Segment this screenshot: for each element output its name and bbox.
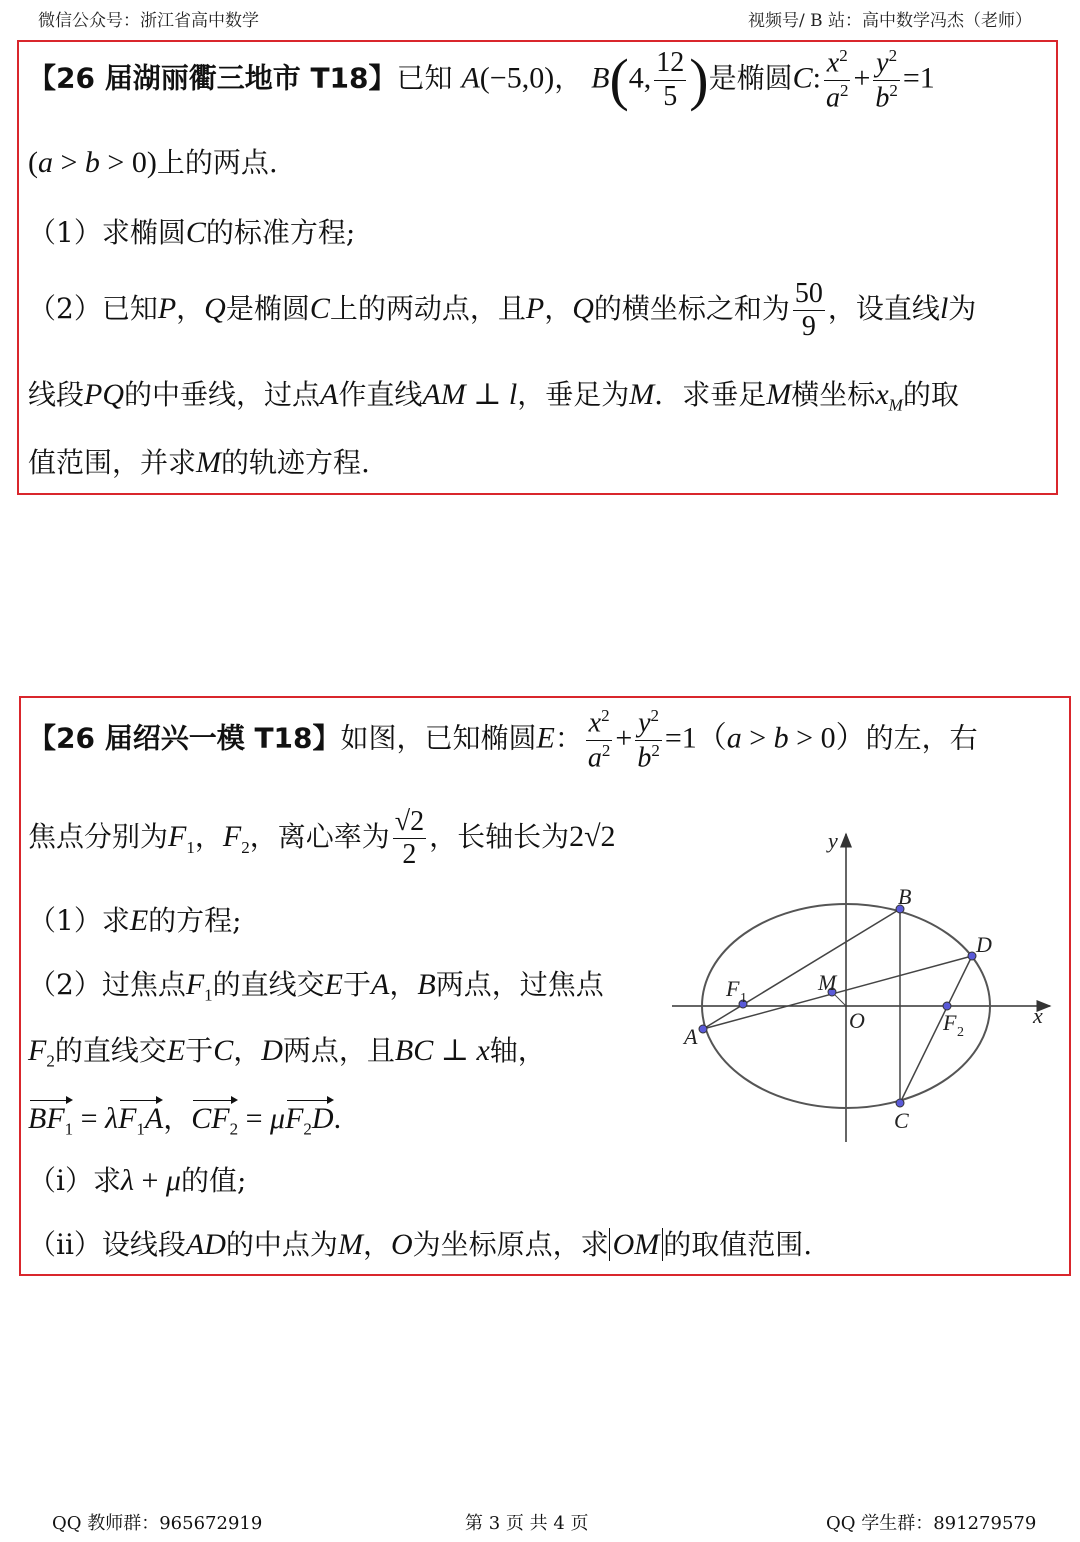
problem-2-sub-i: （i）求λ + μ的值; <box>28 1164 247 1197</box>
footer-left: QQ 教师群：965672919 <box>52 1513 263 1534</box>
problem-2-line-2: 焦点分别为$F_1$，$F_2$，离心率为 $\frac{√2}{2}$ ，长轴长为2√2 <box>28 806 616 871</box>
label-B: B <box>898 884 912 909</box>
point-C <box>896 1099 904 1107</box>
problem-2-part-1: （1）求E的方程; <box>28 904 242 937</box>
problem-2-tag: 【26 届绍兴一模 T18】 <box>28 721 341 755</box>
problem-1-line-1: 【26 届湖丽衢三地市 T18】已知 A(−5,0)， B(4, $\frac{12}{5}$ )是椭圆C: $\frac{x^2}{a^2}$ + $\frac{y^2}{b^2}$ =1 <box>28 46 935 113</box>
problem-1-tag: 【26 届湖丽衢三地市 T18】 <box>28 61 397 95</box>
label-F2-sub: 2 <box>957 1025 964 1040</box>
problem-2-vectors: $BF_1 = \lambda F_1A$，$CF_2 = \mu F_2D$. <box>28 1102 342 1139</box>
header-left: 微信公众号：浙江省高中数学 <box>38 11 259 31</box>
label-D: D <box>976 932 992 957</box>
problem-1-part-2: （2）已知P，Q是椭圆C上的两动点，且P，Q的横坐标之和为 $\frac{50}{9}$ ，设直线l为 <box>28 278 977 343</box>
problem-2-part-2-cont: $F_2$的直线交E于C，D两点，且BC ⊥ x轴， <box>28 1034 546 1071</box>
label-F1: F <box>726 976 740 1001</box>
ellipse-figure <box>660 820 1060 1150</box>
label-A: A <box>684 1024 698 1049</box>
label-C: C <box>894 1108 909 1133</box>
label-M: M <box>818 970 837 995</box>
label-x: x <box>1033 1003 1043 1028</box>
point-F2 <box>943 1002 951 1010</box>
point-D <box>968 952 976 960</box>
problem-2-sub-ii: （ii）设线段AD的中点为M，O为坐标原点，求 OM 的取值范围. <box>28 1228 813 1261</box>
problem-2-part-2: （2）过焦点$F_1$的直线交E于A，B两点，过焦点 <box>28 968 604 1005</box>
line-AB <box>703 909 900 1029</box>
label-F1-sub: 1 <box>740 991 747 1006</box>
point-A <box>699 1025 707 1033</box>
label-F2: F <box>943 1010 957 1035</box>
problem-1-part-1: （1）求椭圆C的标准方程; <box>28 216 356 249</box>
problem-1-line-2: (a > b > 0)上的两点. <box>28 146 278 179</box>
problem-2-line-1: 【26 届绍兴一模 T18】如图，已知椭圆E： $\frac{x^2}{a^2}$ + $\frac{y^2}{b^2}$ =1（a > b > 0）的左，右 <box>28 706 978 773</box>
footer-right: QQ 学生群：891279579 <box>826 1513 1037 1534</box>
label-O: O <box>849 1008 865 1033</box>
problem-1-part-2-cont: 线段PQ的中垂线，过点A作直线AM ⊥ l，垂足为M．求垂足M横坐标$x_M$的取 <box>28 378 959 415</box>
label-y: y <box>828 828 838 853</box>
problem-1-part-2-end: 值范围，并求M的轨迹方程. <box>28 446 370 479</box>
footer-center: 第 3 页 共 4 页 <box>465 1513 589 1534</box>
header-right: 视频号/ B 站：高中数学冯杰（老师） <box>747 11 1032 31</box>
